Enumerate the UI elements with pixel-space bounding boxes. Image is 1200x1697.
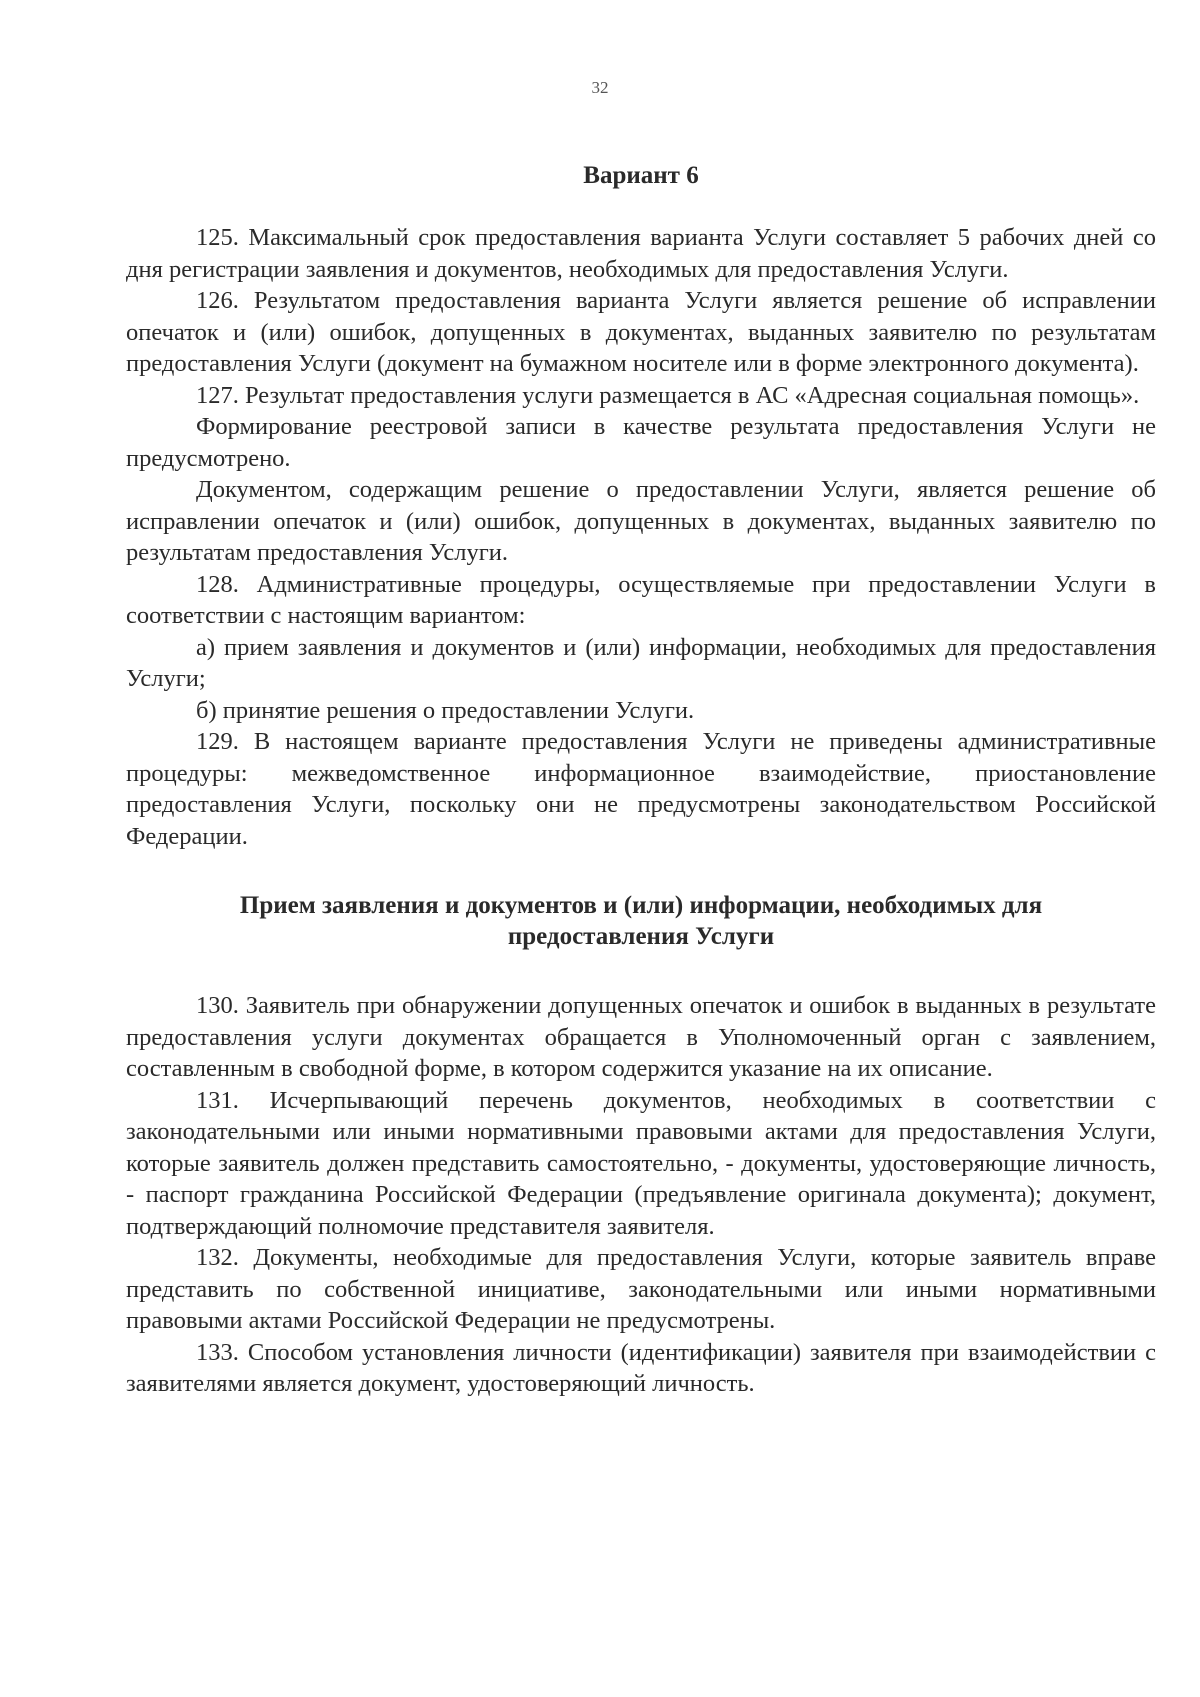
paragraph-128: 128. Административные процедуры, осуществляемые при предоставлении Услуги в соответствии с настоящим вариантом: (126, 570, 1156, 629)
paragraph-127-registry: Формирование реестровой записи в качестве результата предоставления Услуги не предусмотрено. (126, 413, 1156, 472)
document-body (126, 160, 1156, 1400)
paragraph-132: 132. Документы, необходимые для предоставления Услуги, которые заявитель вправе представить по собственной инициативе, законодательными или иными нормативными правовыми актами Российской Федерации не предусмотрены. (126, 1244, 1156, 1334)
paragraph-127-document: Документом, содержащим решение о предоставлении Услуги, является решение об исправлении опечаток и (или) ошибок, допущенных в документах, выданных заявителю по результатам предоставления Услуги. (126, 476, 1156, 566)
paragraph-128-a: а) прием заявления и документов и (или) информации, необходимых для предоставления Услуги; (126, 633, 1156, 692)
paragraph-129: 129. В настоящем варианте предоставления Услуги не приведены административные процедуры: межведомственное информационное взаимодействие, приостановление предоставления Услуги, поскольку они не предусмотрены законодательством Российской Федерации. (126, 728, 1156, 850)
paragraph-130: 130. Заявитель при обнаружении допущенных опечаток и ошибок в выданных в результате предоставления услуги документах обращается в Уполномоченный орган с заявлением, составленным в свободной форме, в котором содержится указание на их описание. (126, 992, 1156, 1082)
paragraph-127: 127. Результат предоставления услуги размещается в АС «Адресная социальная помощь». (196, 381, 1140, 409)
section-heading: Прием заявления и документов и (или) информации, необходимых для предоставления Услуги (239, 892, 1043, 950)
paragraph-128-b: б) принятие решения о предоставлении Услуги. (196, 696, 695, 724)
paragraph-133: 133. Способом установления личности (идентификации) заявителя при взаимодействии с заявителями является документ, удостоверяющий личность. (126, 1338, 1156, 1397)
paragraph-131: 131. Исчерпывающий перечень документов, необходимых в соответствии с законодательными или иными нормативными правовыми актами для предоставления Услуги, которые заявитель должен представить самостоятельно, - документы, удостоверяющие личность, - паспорт гражданина Российской Федерации (предъявление оригинала документа); документ, подтверждающий полномочие представителя заявителя. (126, 1086, 1156, 1240)
page-number: 32 (591, 78, 609, 97)
paragraph-125: 125. Максимальный срок предоставления варианта Услуги составляет 5 рабочих дней со дня регистрации заявления и документов, необходимых для предоставления Услуги. (126, 224, 1156, 283)
paragraph-126: 126. Результатом предоставления варианта Услуги является решение об исправлении опечаток и (или) ошибок, допущенных в документах, выданных заявителю по результатам предоставления Услуги (документ на бумажном носителе или в форме электронного документа). (126, 287, 1156, 377)
variant-heading: Вариант 6 (583, 162, 699, 189)
